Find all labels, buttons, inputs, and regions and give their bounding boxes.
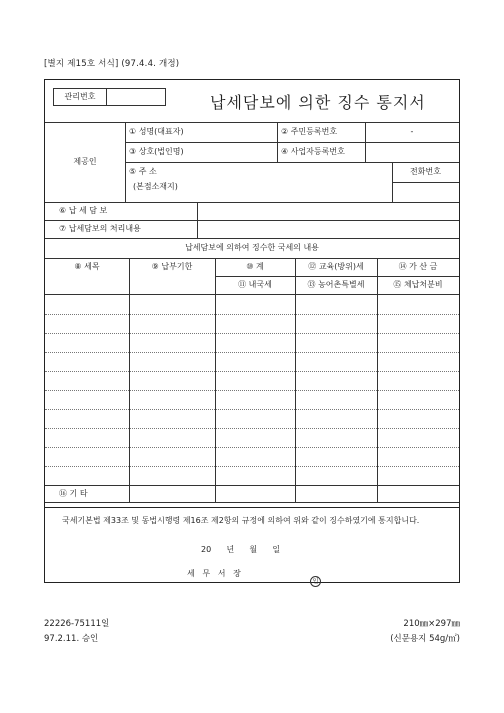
notice-form	[44, 79, 460, 508]
address-sublabel: (본점소재지)	[133, 182, 178, 191]
column-total: ⑩ 계	[246, 262, 264, 271]
resident-number-value: -	[410, 127, 414, 136]
column-arrears-fee: ⑮ 체납처분비	[393, 280, 443, 289]
management-number-label: 관리번호	[64, 92, 96, 101]
column-addition: ⑭ 가 산 금	[398, 262, 438, 271]
management-number-box	[53, 88, 166, 106]
provider-label: 제공인	[73, 157, 97, 166]
form-number-header: [별지 제15호 서식] (97.4.4. 개정)	[44, 59, 180, 69]
phone-label: 전화번호	[410, 167, 441, 176]
business-number-label: ④ 사업자등록번호	[281, 147, 345, 156]
management-number-value	[107, 89, 165, 105]
processing-label: ⑦ 납세담보의 처리내용	[59, 224, 141, 233]
column-due-date: ⑨ 납부기한	[151, 262, 193, 271]
form-code: 22226-75111일	[44, 619, 110, 629]
paper-size: 210㎜×297㎜	[403, 619, 460, 629]
paper-type: (신문용지 54g/㎡)	[390, 634, 460, 644]
other-label: ⑯ 기 타	[59, 488, 88, 498]
company-name-label: ③ 상호(법인명)	[129, 147, 184, 156]
seal-text: 인	[310, 576, 321, 587]
tax-office-head: 세 무 서 장	[187, 569, 241, 578]
section-title: 납세담보에 의하여 징수한 국세의 내용	[185, 243, 319, 252]
seal-icon	[310, 568, 321, 587]
approval-date: 97.2.11. 승인	[44, 634, 99, 644]
notice-text: 국세기본법 제33조 및 동법시행령 제16조 제2항의 규정에 의하여 위와 같이 징수하였기에 통지합니다.	[62, 516, 420, 525]
column-education-tax: ⑫ 교육(방위)세	[308, 262, 364, 271]
date-line: 20 년 월 일	[201, 545, 281, 554]
column-rural-special-tax: ⑬ 농어촌특별세	[307, 280, 365, 289]
address-label: ⑤ 주 소	[129, 167, 157, 176]
column-domestic-tax: ⑪ 내국세	[238, 280, 272, 289]
column-tax-item: ⑧ 세목	[74, 262, 100, 271]
resident-number-label: ② 주민등록번호	[281, 127, 338, 136]
name-label: ① 성명(대표자)	[129, 127, 184, 136]
form-title: 납세담보에 의한 징수 통지서	[210, 93, 426, 112]
collateral-label: ⑥ 납 세 담 보	[59, 206, 108, 215]
